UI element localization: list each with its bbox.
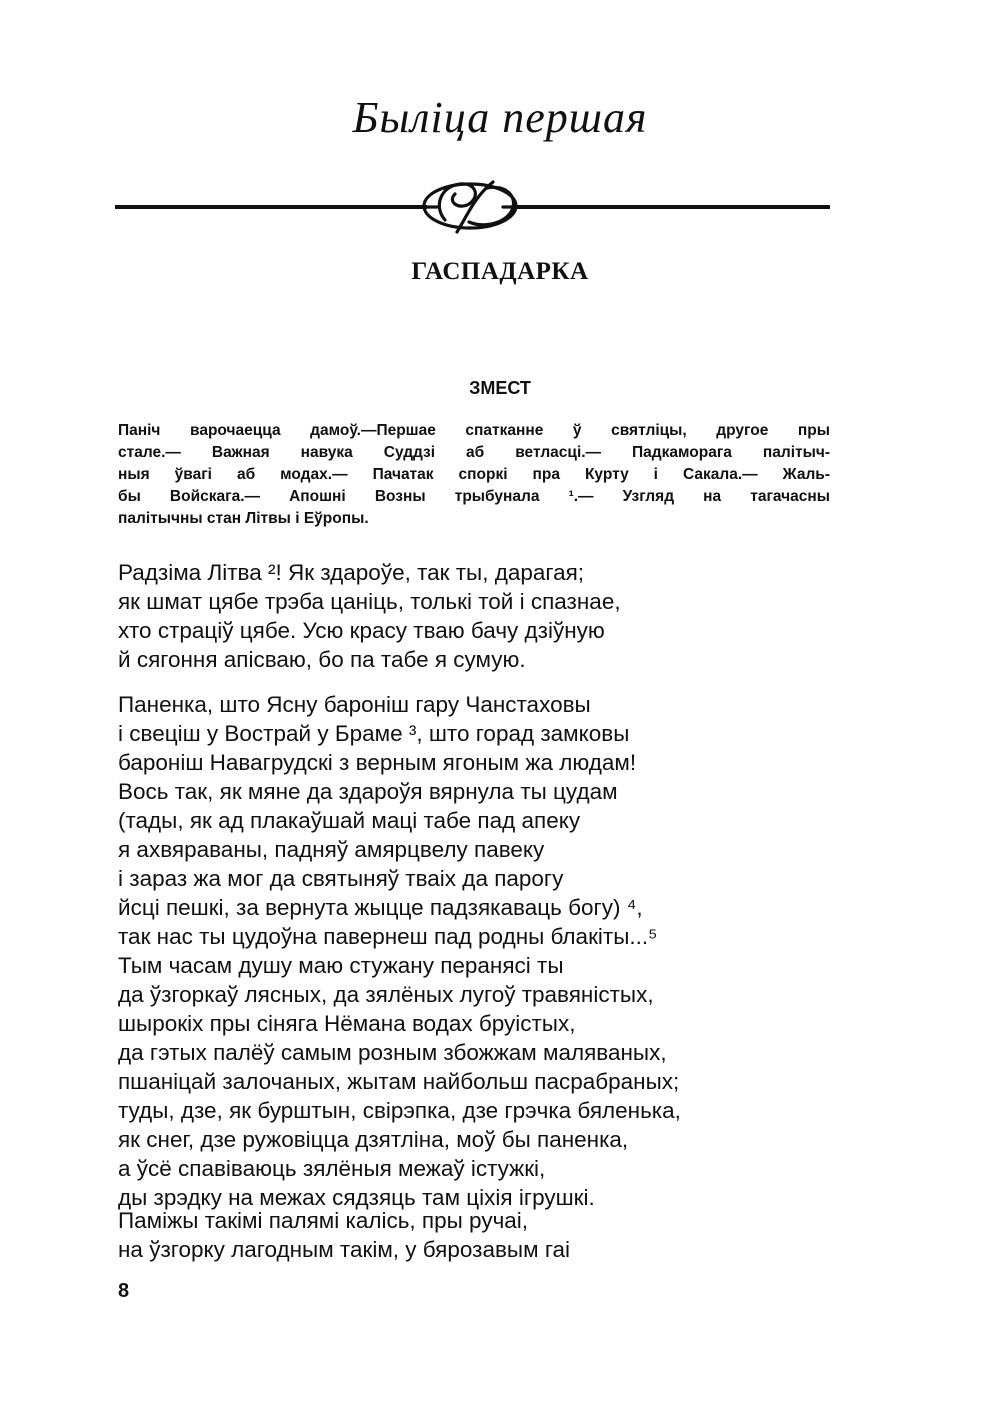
verse-line: бароніш Навагрудскі з верным ягоным жа людам!	[118, 750, 637, 775]
verse-line: туды, дзе, як бурштын, свірэпка, дзе грэчка бяленька,	[118, 1098, 681, 1123]
poem-stanza	[118, 1206, 848, 1264]
section-title: ГАСПАДАРКА	[411, 258, 589, 285]
ornament-divider	[115, 176, 830, 236]
ornament-monogram-icon	[424, 182, 516, 232]
verse-line: Паміжы такімі палямі калісь, пры ручаі,	[118, 1208, 529, 1233]
contents-heading: ЗМЕСТ	[469, 378, 531, 398]
chapter-title: Быліца першая	[352, 93, 648, 142]
verse-line: а ўсё спавіваюць зялёныя межаў істужкі,	[118, 1156, 546, 1181]
verse-line: і зараз жа мог да святыняў тваіх да парогу	[118, 866, 564, 891]
poem-stanza	[118, 558, 848, 674]
verse-line: ды зрэдку на межах сядзяць там ціхія ігрушкі.	[118, 1185, 595, 1210]
verse-line: так нас ты цудоўна павернеш пад родны блакіты...⁵	[118, 924, 658, 949]
contents-line: палітычны стан Літвы і Еўропы.	[118, 510, 369, 527]
verse-line: Тым часам душу маю стужану перанясі ты	[118, 953, 564, 978]
verse-line: я ахвяраваны, падняў амярцвелу павеку	[118, 837, 545, 862]
verse-line: (тады, як ад плакаўшай маці табе пад апеку	[118, 808, 581, 833]
verse-line: пшаніцай залочаных, жытам найбольш пасрабраных;	[118, 1069, 680, 1094]
verse-line: хто страціў цябе. Усю красу тваю бачу дзіўную	[118, 618, 605, 643]
poem-stanza	[118, 690, 848, 1212]
verse-line: як шмат цябе трэба цаніць, толькі той і спазнае,	[118, 589, 621, 614]
verse-line: Вось так, як мяне да здароўя вярнула ты цудам	[118, 779, 618, 804]
verse-line: і свеціш у Вострай у Браме ³, што горад замковы	[118, 721, 630, 746]
verse-line: шырокіх пры сіняга Нёмана водах бруістых,	[118, 1011, 576, 1036]
verse-line: як снег, дзе ружовіцца дзятліна, моў бы паненка,	[118, 1127, 629, 1152]
verse-line: Радзіма Літва ²! Як здароўе, так ты, дарагая;	[118, 560, 585, 585]
contents-line: бы Войскага.— Апошні Возны трыбунала ¹.— Узгляд на тагачасны	[118, 488, 830, 505]
verse-line: Паненка, што Ясну бароніш гару Чанстаховы	[118, 692, 591, 717]
verse-line: да гэтых палёў самым розным збожжам маляваных,	[118, 1040, 667, 1065]
contents-line: стале.— Важная навука Суддзі аб ветласці.— Падкаморага палітыч-	[118, 444, 830, 461]
page-number: 8	[118, 1280, 130, 1302]
verse-line: на ўзгорку лагодным такім, у бярозавым гаі	[118, 1237, 571, 1262]
contents-line: Паніч варочаецца дамоў.—Першае спатканне ў святліцы, другое пры	[118, 422, 830, 439]
verse-line: й сягоння апісваю, бо па табе я сумую.	[118, 647, 526, 672]
contents-line: ныя ўвагі аб модах.— Пачатак споркі пра Курту і Сакала.— Жаль-	[118, 466, 830, 483]
verse-line: да ўзгоркаў лясных, да зялёных лугоў травяністых,	[118, 982, 654, 1007]
contents-summary	[118, 420, 830, 530]
verse-line: йсці пешкі, за вернута жыцце падзякаваць богу) ⁴,	[118, 895, 643, 920]
